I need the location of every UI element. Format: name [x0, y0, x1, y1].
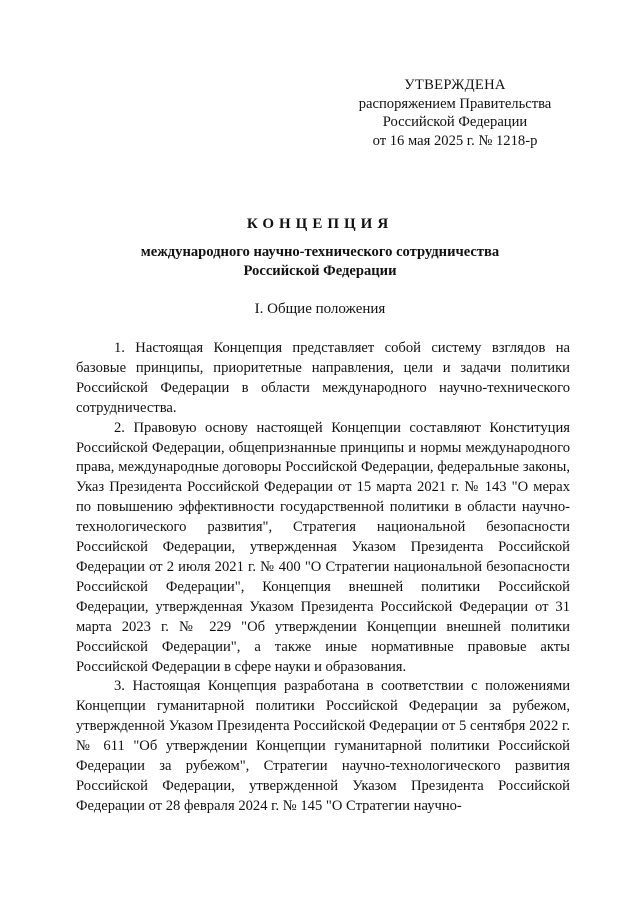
- approval-heading: УТВЕРЖДЕНА: [404, 77, 506, 93]
- section-heading: I. Общие положения: [254, 301, 386, 317]
- approval-stamp: [340, 76, 570, 150]
- document-subtitle: [70, 243, 570, 280]
- document-title: КОНЦЕПЦИЯ: [246, 216, 394, 232]
- paragraph-2: 2. Правовую основу настоящей Концепции составляют Конституция Российской Федерации, общепризнанные принципы и нормы международного права, международные договоры Российской Федерации, федеральные законы, Указ Президента Российской Федерации от 15 марта 2021 г. № 143 "О мерах по повышению эффективности государственной политики в области научно-технологического развития", Стратегия национальной безопасности Российской Федерации, утвержденная Указом Президента Российской Федерации от 2 июля 2021 г. № 400 "О Стратегии национальной безопасности Российской Федерации", Концепция внешней политики Российской Федерации, утвержденная Указом Президента Российской Федерации от 31 марта 2023 г. № 229 "Об утверждении Концепции внешней политики Российской Федерации", а также иные нормативные правовые акты Российской Федерации в сфере науки и образования.: [76, 419, 570, 675]
- approval-line-2: Российской Федерации: [382, 114, 528, 130]
- approval-line-3: от 16 мая 2025 г. № 1218-р: [372, 132, 538, 149]
- body-text: [76, 339, 570, 817]
- subtitle-line-2: Российской Федерации: [243, 262, 397, 279]
- subtitle-line-1: международного научно-технического сотрудничества: [140, 244, 500, 260]
- approval-line-1: распоряжением Правительства: [358, 95, 552, 112]
- paragraph-1: 1. Настоящая Концепция представляет собой систему взглядов на базовые принципы, приоритетные направления, цели и задачи политики Российской Федерации в области международного научно-технического сотрудничества.: [76, 340, 570, 416]
- paragraph-3: 3. Настоящая Концепция разработана в соответствии с положениями Концепции гуманитарной политики Российской Федерации за рубежом, утвержденной Указом Президента Российской Федерации от 5 сентября 2022 г. № 611 "Об утверждении Концепции гуманитарной политики Российской Федерации за рубежом", Стратегии научно-технологического развития Российской Федерации, утвержденной Указом Президента Российской Федерации от 28 февраля 2024 г. № 145 "О Стратегии научно-: [76, 678, 570, 814]
